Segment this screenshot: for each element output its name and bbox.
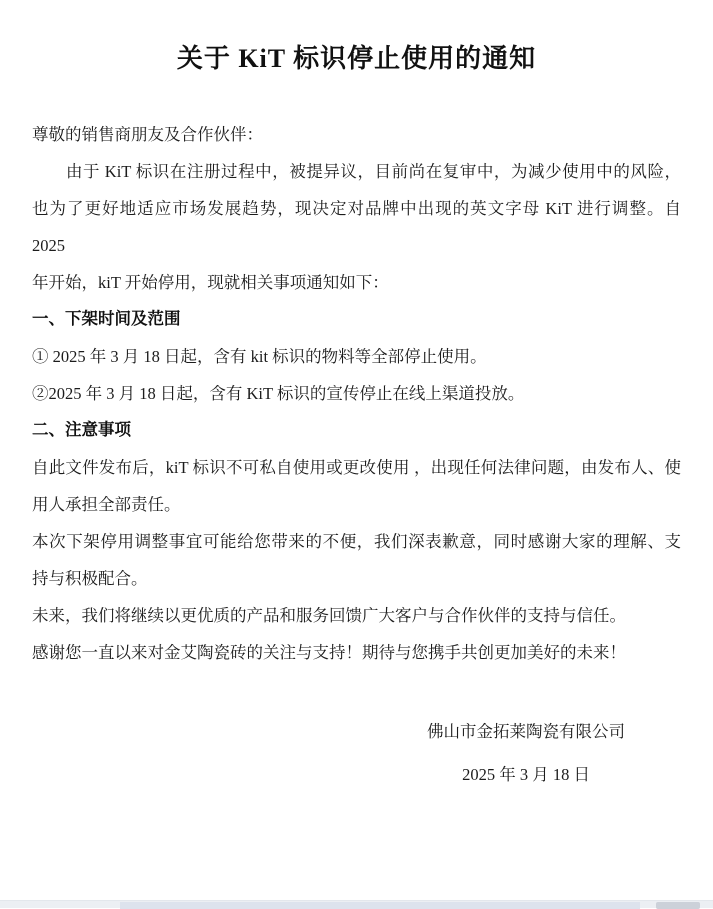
- signature-date: 2025 年 3 月 18 日: [462, 765, 590, 784]
- section2-paragraph-2: [32, 523, 681, 597]
- signature-block: [427, 713, 625, 793]
- document-title: 关于 KiT 标识停止使用的通知: [176, 44, 537, 73]
- text-line: 本次下架停用调整事宜可能给您带来的不便，我们深表歉意，同时感谢大家的理解、支: [32, 532, 681, 551]
- intro-paragraph: [32, 153, 681, 301]
- section2-paragraph-1: [32, 449, 681, 523]
- intro-line-1: 由于 KiT 标识在注册过程中，被提异议，目前尚在复审中，为减少使用中的风险，: [66, 162, 681, 181]
- text-line: 自此文件发布后，kiT 标识不可私自使用或更改使用 ，出现任何法律问题，由发布人、使: [32, 458, 681, 477]
- text-line: 用人承担全部责任。: [32, 495, 181, 514]
- horizontal-scrollbar[interactable]: [0, 900, 713, 908]
- scrollbar-thumb[interactable]: [656, 902, 700, 909]
- signature-company: 佛山市金拓莱陶瓷有限公司: [427, 722, 625, 741]
- section1-item-2: ②2025 年 3 月 18 日起，含有 KiT 标识的宣传停止在线上渠道投放。: [32, 384, 525, 403]
- text-line: 感谢您一直以来对金艾陶瓷砖的关注与支持！期待与您携手共创更加美好的未来！: [32, 643, 626, 662]
- text-line: 未来，我们将继续以更优质的产品和服务回馈广大客户与合作伙伴的支持与信任。: [32, 606, 626, 625]
- section2-paragraph-4: [32, 634, 681, 671]
- section1-heading: 一、下架时间及范围: [32, 310, 181, 328]
- section2-heading: 二、注意事项: [32, 421, 131, 439]
- section1-items: [32, 338, 681, 412]
- text-line: 持与积极配合。: [32, 569, 148, 588]
- section2-paragraph-3: [32, 597, 681, 634]
- notice-document: [0, 40, 713, 900]
- greeting-line: 尊敬的销售商朋友及合作伙伴：: [32, 125, 263, 144]
- intro-line-2: 也为了更好地适应市场发展趋势，现决定对品牌中出现的英文字母 KiT 进行调整。自 2025: [32, 199, 681, 255]
- section1-item-1: ① 2025 年 3 月 18 日起，含有 kit 标识的物料等全部停止使用。: [32, 347, 487, 366]
- scrollbar-track-tint: [120, 902, 640, 909]
- intro-line-3: 年开始，kiT 开始停用，现就相关事项通知如下：: [32, 273, 389, 292]
